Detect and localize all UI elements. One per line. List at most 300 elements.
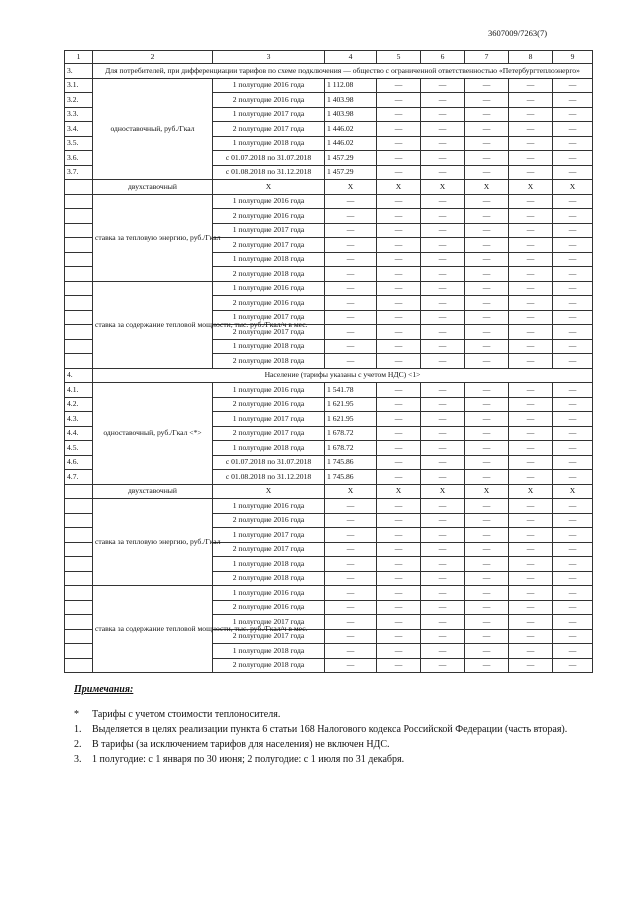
empty-value-dash: — bbox=[509, 528, 553, 543]
rate-label: ставка за содержание тепловой мощности, тыс. руб./Гкал/ч в мес. bbox=[93, 281, 213, 368]
rate-label: ставка за тепловую энергию, руб./Гкал bbox=[93, 194, 213, 281]
column-number: 5 bbox=[377, 51, 421, 64]
x-mark: X bbox=[421, 180, 465, 195]
column-number: 4 bbox=[325, 51, 377, 64]
column-number: 8 bbox=[509, 51, 553, 64]
column-number: 6 bbox=[421, 51, 465, 64]
empty-value-dash: — bbox=[377, 644, 421, 659]
empty-value-dash: — bbox=[509, 658, 553, 673]
empty-value-dash: — bbox=[421, 267, 465, 282]
row-number bbox=[65, 658, 93, 673]
empty-value-dash: — bbox=[465, 528, 509, 543]
empty-value-dash: — bbox=[509, 571, 553, 586]
empty-value-dash: — bbox=[509, 426, 553, 441]
empty-value-dash: — bbox=[325, 542, 377, 557]
empty-value-dash: — bbox=[509, 122, 553, 137]
row-number bbox=[65, 223, 93, 238]
empty-value-dash: — bbox=[465, 615, 509, 630]
row-number: 4.1. bbox=[65, 383, 93, 398]
tariff-row bbox=[65, 281, 593, 296]
tariff-value: 1 403.98 bbox=[325, 93, 377, 108]
empty-value-dash: — bbox=[509, 238, 553, 253]
empty-value-dash: — bbox=[421, 354, 465, 369]
empty-value-dash: — bbox=[465, 499, 509, 514]
empty-value-dash: — bbox=[553, 252, 593, 267]
empty-value-dash: — bbox=[509, 644, 553, 659]
row-number: 3.2. bbox=[65, 93, 93, 108]
empty-value-dash: — bbox=[421, 615, 465, 630]
period-cell: 2 полугодие 2017 года bbox=[213, 122, 325, 137]
row-number: 4.3. bbox=[65, 412, 93, 427]
period-cell: 1 полугодие 2016 года bbox=[213, 78, 325, 93]
tariff-value: 1 403.98 bbox=[325, 107, 377, 122]
empty-value-dash: — bbox=[421, 209, 465, 224]
empty-value-dash: — bbox=[325, 252, 377, 267]
tariff-type-label: одноставочный, руб./Гкал <*> bbox=[93, 383, 213, 485]
tariff-row bbox=[65, 194, 593, 209]
empty-value-dash: — bbox=[553, 78, 593, 93]
empty-value-dash: — bbox=[553, 383, 593, 398]
row-number bbox=[65, 629, 93, 644]
row-number bbox=[65, 354, 93, 369]
notes-list bbox=[74, 707, 604, 767]
row-number bbox=[65, 209, 93, 224]
empty-value-dash: — bbox=[421, 252, 465, 267]
period-cell: 2 полугодие 2016 года bbox=[213, 296, 325, 311]
tariff-row bbox=[65, 383, 593, 398]
period-cell: 1 полугодие 2017 года bbox=[213, 223, 325, 238]
empty-value-dash: — bbox=[377, 194, 421, 209]
x-mark: X bbox=[465, 180, 509, 195]
empty-value-dash: — bbox=[553, 397, 593, 412]
empty-value-dash: — bbox=[465, 513, 509, 528]
empty-value-dash: — bbox=[421, 499, 465, 514]
empty-value-dash: — bbox=[509, 267, 553, 282]
row-number bbox=[65, 528, 93, 543]
period-cell: 2 полугодие 2018 года bbox=[213, 267, 325, 282]
empty-value-dash: — bbox=[553, 165, 593, 180]
empty-value-dash: — bbox=[509, 600, 553, 615]
empty-value-dash: — bbox=[509, 412, 553, 427]
row-number: 4.7. bbox=[65, 470, 93, 485]
empty-value-dash: — bbox=[553, 339, 593, 354]
empty-value-dash: — bbox=[553, 310, 593, 325]
period-cell: 2 полугодие 2016 года bbox=[213, 209, 325, 224]
row-number bbox=[65, 325, 93, 340]
empty-value-dash: — bbox=[509, 223, 553, 238]
empty-value-dash: — bbox=[325, 600, 377, 615]
empty-value-dash: — bbox=[377, 528, 421, 543]
row-number bbox=[65, 484, 93, 499]
empty-value-dash: — bbox=[553, 644, 593, 659]
empty-value-dash: — bbox=[509, 194, 553, 209]
empty-value-dash: — bbox=[465, 165, 509, 180]
period-cell: 1 полугодие 2016 года bbox=[213, 383, 325, 398]
empty-value-dash: — bbox=[553, 151, 593, 166]
empty-value-dash: — bbox=[553, 267, 593, 282]
empty-value-dash: — bbox=[377, 267, 421, 282]
empty-value-dash: — bbox=[421, 397, 465, 412]
empty-value-dash: — bbox=[377, 296, 421, 311]
empty-value-dash: — bbox=[421, 383, 465, 398]
note-marker: 3. bbox=[74, 754, 82, 765]
empty-value-dash: — bbox=[377, 600, 421, 615]
period-cell: 1 полугодие 2018 года bbox=[213, 441, 325, 456]
x-mark: X bbox=[465, 484, 509, 499]
period-cell: с 01.07.2018 по 31.07.2018 bbox=[213, 151, 325, 166]
period-cell: 2 полугодие 2017 года bbox=[213, 542, 325, 557]
period-cell: 2 полугодие 2017 года bbox=[213, 426, 325, 441]
tariff-value: 1 457.29 bbox=[325, 165, 377, 180]
empty-value-dash: — bbox=[421, 238, 465, 253]
empty-value-dash: — bbox=[421, 629, 465, 644]
two-part-header-row bbox=[65, 180, 593, 195]
empty-value-dash: — bbox=[325, 557, 377, 572]
empty-value-dash: — bbox=[465, 586, 509, 601]
empty-value-dash: — bbox=[553, 325, 593, 340]
empty-value-dash: — bbox=[465, 267, 509, 282]
empty-value-dash: — bbox=[553, 557, 593, 572]
empty-value-dash: — bbox=[465, 122, 509, 137]
empty-value-dash: — bbox=[377, 136, 421, 151]
empty-value-dash: — bbox=[553, 412, 593, 427]
empty-value-dash: — bbox=[377, 354, 421, 369]
tariff-row bbox=[65, 499, 593, 514]
empty-value-dash: — bbox=[377, 78, 421, 93]
row-number: 3.6. bbox=[65, 151, 93, 166]
period-cell: 2 полугодие 2018 года bbox=[213, 571, 325, 586]
period-cell: 2 полугодие 2016 года bbox=[213, 513, 325, 528]
empty-value-dash: — bbox=[509, 499, 553, 514]
section-header-row bbox=[65, 64, 593, 79]
tariff-value: 1 446.02 bbox=[325, 122, 377, 137]
empty-value-dash: — bbox=[465, 455, 509, 470]
empty-value-dash: — bbox=[325, 223, 377, 238]
empty-value-dash: — bbox=[553, 629, 593, 644]
empty-value-dash: — bbox=[421, 136, 465, 151]
empty-value-dash: — bbox=[325, 267, 377, 282]
x-mark: X bbox=[325, 180, 377, 195]
period-cell: 1 полугодие 2018 года bbox=[213, 252, 325, 267]
column-number: 1 bbox=[65, 51, 93, 64]
note-item bbox=[74, 722, 604, 737]
period-cell: 2 полугодие 2016 года bbox=[213, 600, 325, 615]
note-marker: * bbox=[74, 709, 79, 720]
section-header-row bbox=[65, 368, 593, 383]
x-mark: X bbox=[213, 484, 325, 499]
empty-value-dash: — bbox=[509, 586, 553, 601]
row-number bbox=[65, 542, 93, 557]
period-cell: 1 полугодие 2017 года bbox=[213, 615, 325, 630]
empty-value-dash: — bbox=[509, 296, 553, 311]
x-mark: X bbox=[421, 484, 465, 499]
empty-value-dash: — bbox=[421, 528, 465, 543]
period-cell: 2 полугодие 2017 года bbox=[213, 238, 325, 253]
two-part-header-row bbox=[65, 484, 593, 499]
empty-value-dash: — bbox=[553, 513, 593, 528]
row-number bbox=[65, 571, 93, 586]
empty-value-dash: — bbox=[377, 107, 421, 122]
row-number: 4.2. bbox=[65, 397, 93, 412]
period-cell: 1 полугодие 2016 года bbox=[213, 586, 325, 601]
empty-value-dash: — bbox=[465, 107, 509, 122]
tariff-value: 1 678.72 bbox=[325, 441, 377, 456]
empty-value-dash: — bbox=[325, 586, 377, 601]
row-number bbox=[65, 615, 93, 630]
empty-value-dash: — bbox=[465, 93, 509, 108]
empty-value-dash: — bbox=[553, 571, 593, 586]
row-number bbox=[65, 339, 93, 354]
empty-value-dash: — bbox=[377, 151, 421, 166]
empty-value-dash: — bbox=[421, 310, 465, 325]
empty-value-dash: — bbox=[325, 615, 377, 630]
row-number bbox=[65, 499, 93, 514]
empty-value-dash: — bbox=[421, 107, 465, 122]
row-number: 4.4. bbox=[65, 426, 93, 441]
empty-value-dash: — bbox=[325, 571, 377, 586]
empty-value-dash: — bbox=[509, 542, 553, 557]
row-number bbox=[65, 238, 93, 253]
empty-value-dash: — bbox=[377, 513, 421, 528]
empty-value-dash: — bbox=[325, 513, 377, 528]
empty-value-dash: — bbox=[465, 252, 509, 267]
row-number bbox=[65, 296, 93, 311]
empty-value-dash: — bbox=[325, 644, 377, 659]
empty-value-dash: — bbox=[553, 296, 593, 311]
empty-value-dash: — bbox=[421, 513, 465, 528]
empty-value-dash: — bbox=[509, 513, 553, 528]
note-text: 1 полугодие: с 1 января по 30 июня; 2 полугодие: с 1 июля по 31 декабря. bbox=[92, 754, 405, 765]
column-number: 2 bbox=[93, 51, 213, 64]
note-item bbox=[74, 737, 604, 752]
empty-value-dash: — bbox=[553, 93, 593, 108]
row-number: 4.5. bbox=[65, 441, 93, 456]
notes-block bbox=[74, 682, 604, 767]
period-cell: с 01.08.2018 по 31.12.2018 bbox=[213, 470, 325, 485]
empty-value-dash: — bbox=[553, 426, 593, 441]
empty-value-dash: — bbox=[421, 455, 465, 470]
empty-value-dash: — bbox=[421, 339, 465, 354]
period-cell: 2 полугодие 2017 года bbox=[213, 629, 325, 644]
row-number: 3.3. bbox=[65, 107, 93, 122]
empty-value-dash: — bbox=[465, 542, 509, 557]
note-text: Выделяется в целях реализации пункта 6 статьи 168 Налогового кодекса Российской Федерации (часть вторая). bbox=[92, 724, 568, 735]
notes-title: Примечания: bbox=[74, 684, 134, 695]
empty-value-dash: — bbox=[509, 383, 553, 398]
empty-value-dash: — bbox=[553, 455, 593, 470]
empty-value-dash: — bbox=[377, 615, 421, 630]
empty-value-dash: — bbox=[377, 209, 421, 224]
row-number bbox=[65, 644, 93, 659]
empty-value-dash: — bbox=[553, 542, 593, 557]
empty-value-dash: — bbox=[509, 151, 553, 166]
x-mark: X bbox=[325, 484, 377, 499]
note-item bbox=[74, 752, 604, 767]
period-cell: с 01.07.2018 по 31.07.2018 bbox=[213, 455, 325, 470]
empty-value-dash: — bbox=[509, 441, 553, 456]
row-number bbox=[65, 310, 93, 325]
row-number: 3.1. bbox=[65, 78, 93, 93]
period-cell: 2 полугодие 2016 года bbox=[213, 397, 325, 412]
column-number: 9 bbox=[553, 51, 593, 64]
empty-value-dash: — bbox=[377, 542, 421, 557]
empty-value-dash: — bbox=[465, 354, 509, 369]
row-number: 3.5. bbox=[65, 136, 93, 151]
empty-value-dash: — bbox=[377, 223, 421, 238]
empty-value-dash: — bbox=[421, 470, 465, 485]
empty-value-dash: — bbox=[509, 310, 553, 325]
empty-value-dash: — bbox=[553, 122, 593, 137]
empty-value-dash: — bbox=[509, 629, 553, 644]
empty-value-dash: — bbox=[509, 136, 553, 151]
empty-value-dash: — bbox=[377, 238, 421, 253]
empty-value-dash: — bbox=[377, 629, 421, 644]
tariff-value: 1 112.08 bbox=[325, 78, 377, 93]
empty-value-dash: — bbox=[465, 644, 509, 659]
empty-value-dash: — bbox=[377, 93, 421, 108]
empty-value-dash: — bbox=[509, 107, 553, 122]
period-cell: 1 полугодие 2017 года bbox=[213, 528, 325, 543]
x-mark: X bbox=[553, 484, 593, 499]
empty-value-dash: — bbox=[553, 354, 593, 369]
empty-value-dash: — bbox=[377, 122, 421, 137]
period-cell: 1 полугодие 2017 года bbox=[213, 412, 325, 427]
empty-value-dash: — bbox=[421, 78, 465, 93]
empty-value-dash: — bbox=[509, 165, 553, 180]
empty-value-dash: — bbox=[509, 397, 553, 412]
empty-value-dash: — bbox=[465, 194, 509, 209]
empty-value-dash: — bbox=[465, 209, 509, 224]
empty-value-dash: — bbox=[465, 629, 509, 644]
empty-value-dash: — bbox=[465, 78, 509, 93]
tariff-value: 1 446.02 bbox=[325, 136, 377, 151]
empty-value-dash: — bbox=[509, 252, 553, 267]
empty-value-dash: — bbox=[465, 310, 509, 325]
empty-value-dash: — bbox=[553, 194, 593, 209]
empty-value-dash: — bbox=[509, 354, 553, 369]
row-number bbox=[65, 252, 93, 267]
tariff-value: 1 621.95 bbox=[325, 412, 377, 427]
x-mark: X bbox=[509, 180, 553, 195]
empty-value-dash: — bbox=[421, 644, 465, 659]
period-cell: 1 полугодие 2016 года bbox=[213, 194, 325, 209]
note-text: Тарифы с учетом стоимости теплоносителя. bbox=[92, 709, 281, 720]
tariff-value: 1 541.78 bbox=[325, 383, 377, 398]
empty-value-dash: — bbox=[325, 281, 377, 296]
empty-value-dash: — bbox=[553, 528, 593, 543]
period-cell: 2 полугодие 2017 года bbox=[213, 325, 325, 340]
row-number bbox=[65, 600, 93, 615]
empty-value-dash: — bbox=[421, 296, 465, 311]
tariff-type-label: двухставочный bbox=[93, 484, 213, 499]
empty-value-dash: — bbox=[509, 281, 553, 296]
empty-value-dash: — bbox=[465, 296, 509, 311]
note-marker: 2. bbox=[74, 739, 82, 750]
empty-value-dash: — bbox=[377, 426, 421, 441]
empty-value-dash: — bbox=[377, 310, 421, 325]
empty-value-dash: — bbox=[377, 383, 421, 398]
empty-value-dash: — bbox=[421, 93, 465, 108]
period-cell: 2 полугодие 2016 года bbox=[213, 93, 325, 108]
empty-value-dash: — bbox=[553, 499, 593, 514]
empty-value-dash: — bbox=[421, 586, 465, 601]
x-mark: X bbox=[213, 180, 325, 195]
empty-value-dash: — bbox=[325, 499, 377, 514]
empty-value-dash: — bbox=[465, 339, 509, 354]
empty-value-dash: — bbox=[465, 151, 509, 166]
note-text: В тарифы (за исключением тарифов для населения) не включен НДС. bbox=[92, 739, 390, 750]
empty-value-dash: — bbox=[553, 658, 593, 673]
empty-value-dash: — bbox=[325, 354, 377, 369]
empty-value-dash: — bbox=[553, 238, 593, 253]
empty-value-dash: — bbox=[421, 542, 465, 557]
empty-value-dash: — bbox=[509, 209, 553, 224]
empty-value-dash: — bbox=[421, 571, 465, 586]
period-cell: 1 полугодие 2016 года bbox=[213, 499, 325, 514]
period-cell: 1 полугодие 2018 года bbox=[213, 339, 325, 354]
empty-value-dash: — bbox=[325, 296, 377, 311]
empty-value-dash: — bbox=[465, 383, 509, 398]
rate-label: ставка за тепловую энергию, руб./Гкал bbox=[93, 499, 213, 586]
empty-value-dash: — bbox=[553, 470, 593, 485]
empty-value-dash: — bbox=[377, 252, 421, 267]
tariff-row bbox=[65, 78, 593, 93]
empty-value-dash: — bbox=[377, 281, 421, 296]
empty-value-dash: — bbox=[377, 557, 421, 572]
empty-value-dash: — bbox=[421, 151, 465, 166]
section-number: 3. bbox=[65, 64, 93, 79]
empty-value-dash: — bbox=[421, 557, 465, 572]
empty-value-dash: — bbox=[421, 441, 465, 456]
row-number bbox=[65, 281, 93, 296]
empty-value-dash: — bbox=[553, 223, 593, 238]
section-number: 4. bbox=[65, 368, 93, 383]
empty-value-dash: — bbox=[509, 615, 553, 630]
period-cell: 2 полугодие 2018 года bbox=[213, 354, 325, 369]
column-number: 3 bbox=[213, 51, 325, 64]
empty-value-dash: — bbox=[377, 325, 421, 340]
empty-value-dash: — bbox=[377, 586, 421, 601]
empty-value-dash: — bbox=[377, 441, 421, 456]
empty-value-dash: — bbox=[377, 658, 421, 673]
empty-value-dash: — bbox=[509, 339, 553, 354]
empty-value-dash: — bbox=[553, 136, 593, 151]
row-number bbox=[65, 586, 93, 601]
empty-value-dash: — bbox=[465, 426, 509, 441]
x-mark: X bbox=[509, 484, 553, 499]
empty-value-dash: — bbox=[421, 426, 465, 441]
period-cell: с 01.08.2018 по 31.12.2018 bbox=[213, 165, 325, 180]
tariff-value: 1 678.72 bbox=[325, 426, 377, 441]
empty-value-dash: — bbox=[325, 339, 377, 354]
empty-value-dash: — bbox=[421, 600, 465, 615]
empty-value-dash: — bbox=[465, 223, 509, 238]
empty-value-dash: — bbox=[421, 165, 465, 180]
empty-value-dash: — bbox=[465, 325, 509, 340]
empty-value-dash: — bbox=[421, 412, 465, 427]
x-mark: X bbox=[377, 180, 421, 195]
empty-value-dash: — bbox=[553, 107, 593, 122]
empty-value-dash: — bbox=[325, 194, 377, 209]
empty-value-dash: — bbox=[465, 441, 509, 456]
empty-value-dash: — bbox=[325, 238, 377, 253]
rate-label: ставка за содержание тепловой мощности, тыс. руб./Гкал/ч в мес. bbox=[93, 586, 213, 673]
empty-value-dash: — bbox=[509, 93, 553, 108]
row-number bbox=[65, 180, 93, 195]
empty-value-dash: — bbox=[509, 557, 553, 572]
empty-value-dash: — bbox=[325, 658, 377, 673]
empty-value-dash: — bbox=[377, 470, 421, 485]
